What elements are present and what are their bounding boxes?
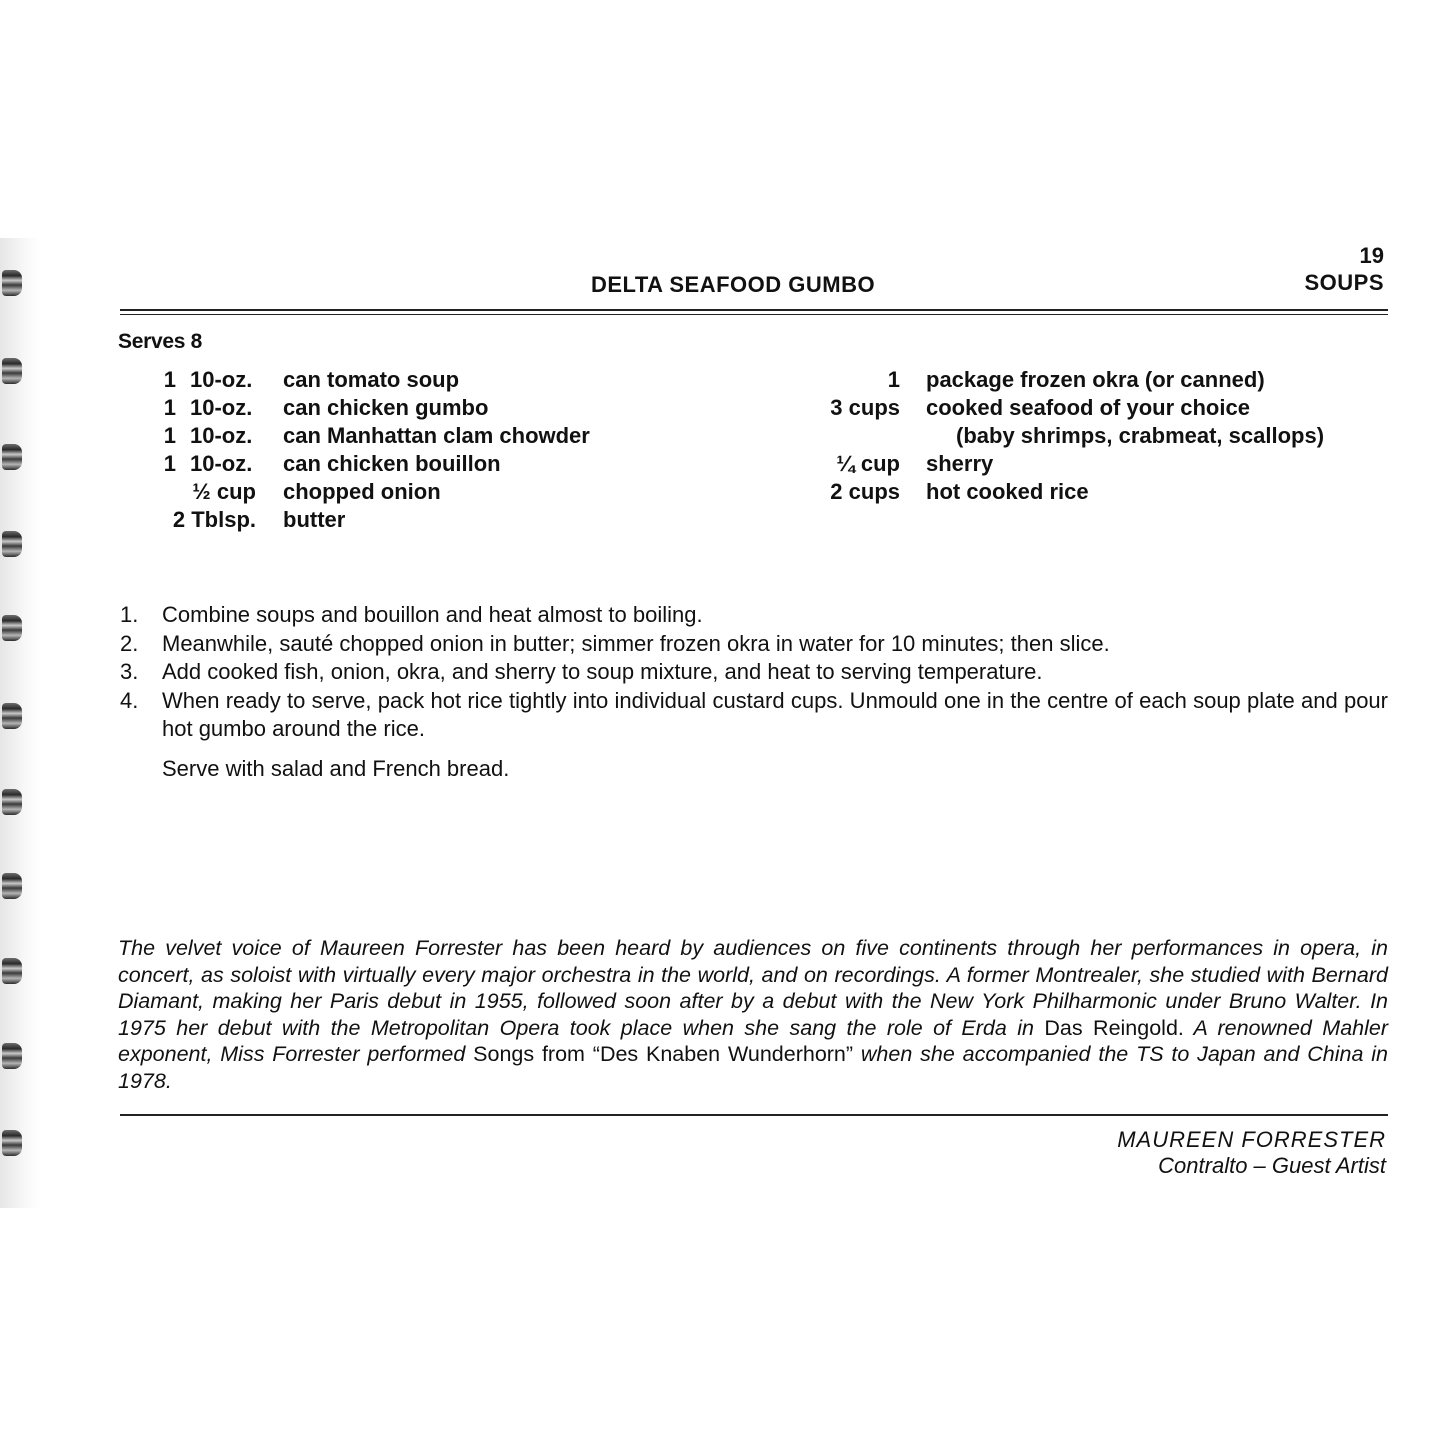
ingredient-count: 1 (163, 423, 176, 448)
artist-biography (118, 935, 1388, 1095)
section-title: SOUPS (1304, 270, 1384, 295)
step-number: 1. (120, 602, 139, 627)
ingredient-quantity: ¼ cup (836, 451, 900, 476)
binding-ring (2, 1130, 22, 1156)
binding-ring (2, 873, 22, 899)
method-step (120, 630, 1388, 659)
ingredient-item: cooked seafood of your choice (926, 395, 1250, 420)
ingredient-item: can Manhattan clam chowder (283, 423, 590, 448)
ingredient-item: chopped onion (283, 479, 441, 504)
step-number: 4. (120, 687, 139, 713)
binding-ring (2, 615, 22, 641)
bio-text: when she accompanied the TS to Japan and China in 1978. (118, 1042, 1388, 1093)
page-number: 19 (1359, 243, 1384, 268)
bio-work-title: Das Reingold. (1044, 1015, 1184, 1040)
ingredient-quantity: 2 Tblsp. (172, 507, 256, 532)
signature-rule (120, 1114, 1388, 1116)
header-rule (120, 314, 1388, 315)
step-text: Add cooked fish, onion, okra, and sherry to soup mixture, and heat to serving temperature. (162, 659, 1043, 684)
binding-ring (2, 444, 22, 470)
bio-text: A renowned Mahler exponent, Miss Forrester performed (118, 1015, 1389, 1067)
step-number: 3. (120, 659, 139, 684)
serving-suggestion: Serve with salad and French bread. (162, 756, 510, 781)
ingredient-item-note: (baby shrimps, crabmeat, scallops) (956, 423, 1325, 448)
recipe-title: DELTA SEAFOOD GUMBO (591, 272, 876, 297)
contributor-role: Contralto – Guest Artist (1158, 1153, 1386, 1178)
method-step (120, 601, 1388, 630)
ingredient-quantity: 3 cups (830, 395, 900, 420)
bio-work-title: Songs from “Des Knaben Wunderhorn” (473, 1042, 854, 1067)
binding-ring (2, 358, 22, 384)
bio-text: The velvet voice of Maureen Forrester has been heard by audiences on five continents through her performances in opera, in concert, as soloist with virtually every major orchestra in the world, and on recordings. A former Montrealer, she studied with Bernard Diamant, making her Paris debut in 1955, followed soon after by a debut with the New York Philharmonic under Bruno Walter. In 1975 her debut with the Metropolitan Opera took place when she sang the role of Erda in (118, 936, 1388, 1040)
ingredient-quantity: 1 (887, 367, 900, 392)
ingredient-item: sherry (926, 451, 994, 476)
contributor-name: MAUREEN FORRESTER (1117, 1127, 1386, 1152)
header-rule (120, 309, 1388, 311)
ingredient-quantity: 10-oz. (190, 395, 253, 420)
ingredient-item: can chicken bouillon (283, 451, 501, 476)
method-steps (120, 601, 1388, 744)
binding-ring (2, 789, 22, 815)
ingredient-quantity: 2 cups (830, 479, 900, 504)
ingredient-count: 1 (163, 395, 176, 420)
ingredient-quantity: ½ cup (192, 479, 256, 504)
ingredient-item: hot cooked rice (926, 479, 1089, 504)
binding-ring (2, 531, 22, 557)
ingredient-item: can chicken gumbo (283, 395, 489, 420)
ingredient-item: can tomato soup (283, 367, 460, 392)
ingredient-item: butter (283, 507, 346, 532)
method-step (120, 687, 1388, 744)
method-step (120, 658, 1388, 687)
ingredient-quantity: 10-oz. (190, 367, 253, 392)
serves-label: Serves 8 (118, 330, 203, 353)
ingredient-count: 1 (163, 451, 176, 476)
binding-ring (2, 703, 22, 729)
binding-ring (2, 958, 22, 984)
step-number: 2. (120, 630, 139, 656)
step-text: When ready to serve, pack hot rice tightly into individual custard cups. Unmould one in the centre of each soup plate and pour hot gumbo around the rice. (162, 687, 1388, 741)
step-text: Meanwhile, sauté chopped onion in butter; simmer frozen okra in water for 10 minutes; then slice. (162, 630, 1110, 656)
ingredient-quantity: 10-oz. (190, 423, 253, 448)
binding-ring (2, 1043, 22, 1069)
binding-ring (2, 270, 22, 296)
ingredient-item: package frozen okra (or canned) (926, 367, 1265, 392)
step-text: Combine soups and bouillon and heat almost to boiling. (162, 602, 703, 627)
ingredient-quantity: 10-oz. (190, 451, 253, 476)
ingredient-count: 1 (163, 367, 176, 392)
